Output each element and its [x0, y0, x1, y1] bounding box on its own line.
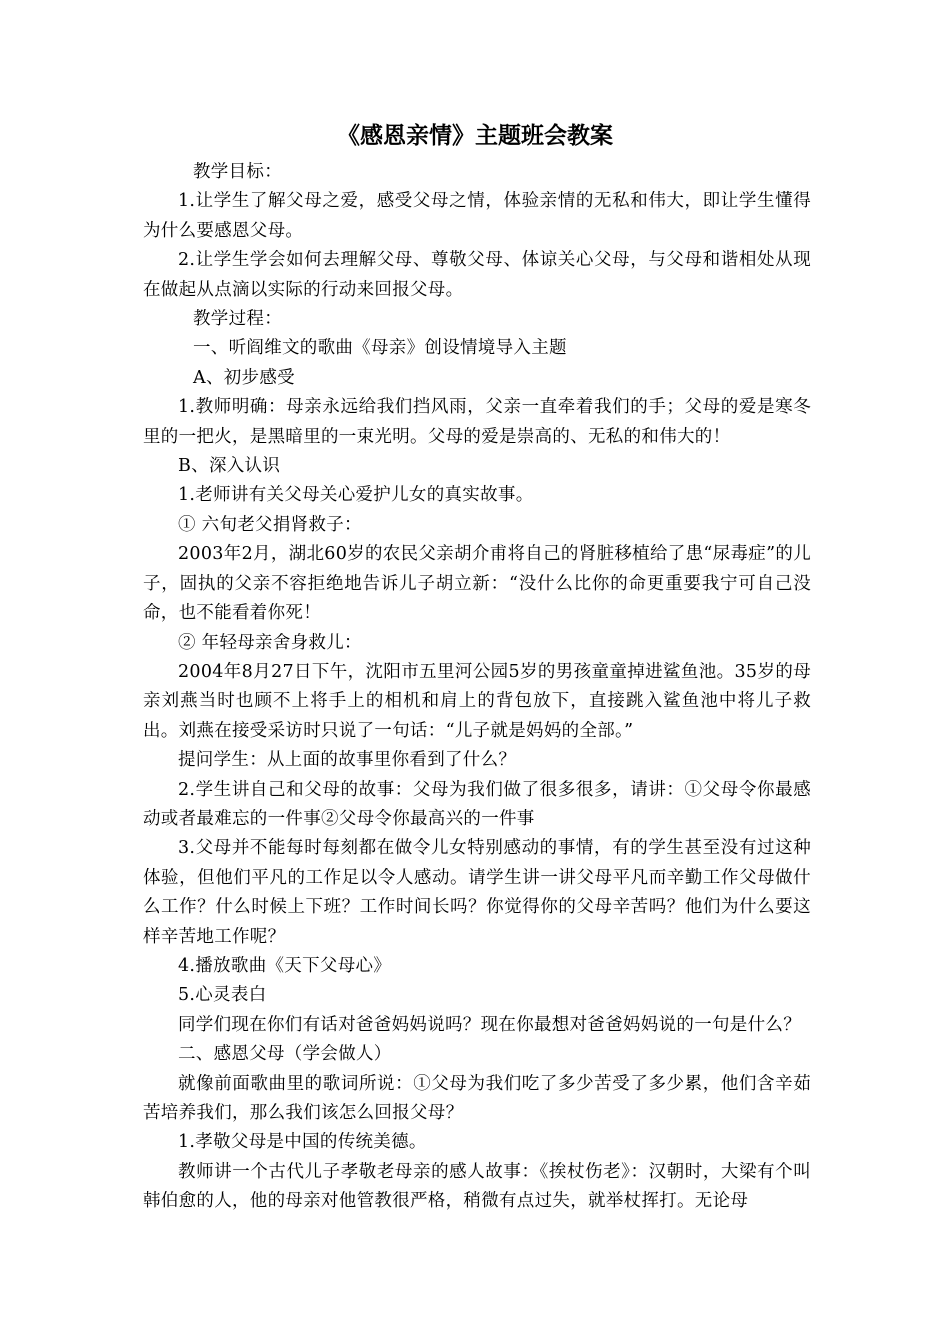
- part-2-item-1: 1.孝敬父母是中国的传统美德。: [178, 1132, 427, 1153]
- section-heading-objectives: 教学目标：: [193, 162, 282, 182]
- item-5-text: 同学们现在你们有话对爸爸妈妈说吗？现在你最想对爸爸妈妈说的一句是什么？: [178, 1014, 801, 1035]
- document-body: [143, 158, 811, 1217]
- question-to-students: 提问学生：从上面的故事里你看到了什么？: [178, 750, 517, 771]
- story-1-text: 2003年2月，湖北60岁的农民父亲胡介甫将自己的肾脏移植给了患“尿毒症”的儿子，固执的父亲不容拒绝地告诉儿子胡立新：“没什么比你的命更重要我宁可自己没命，也不能看着你死！: [143, 544, 811, 624]
- story-2-text: 2004年8月27日下午，沈阳市五里河公园5岁的男孩童童掉进鲨鱼池。35岁的母亲刘燕当时也顾不上将手上的相机和肩上的背包放下，直接跳入鲨鱼池中将儿子救出。刘燕在接受采访时只说了一句话：“儿子就是妈妈的全部。”: [143, 661, 811, 741]
- story-2-heading: ② 年轻母亲舍身救儿：: [178, 632, 362, 653]
- paragraph-teacher-stories: 1.老师讲有关父母关心爱护儿女的真实故事。: [178, 485, 534, 506]
- objective-2: 2.让学生学会如何去理解父母、尊敬父母、体谅关心父母，与父母和谐相处从现在做起从点滴以实际的行动来回报父母。: [143, 250, 811, 300]
- paragraph-teacher-statement: 1.教师明确：母亲永远给我们挡风雨，父亲一直牵着我们的手；父母的爱是寒冬里的一把火，是黑暗里的一束光明。父母的爱是崇高的、无私的和伟大的！: [143, 397, 811, 447]
- objective-1: 1.让学生了解父母之爱，感受父母之情，体验亲情的无私和伟大，即让学生懂得为什么要感恩父母。: [143, 191, 811, 241]
- part-1-heading: 一、听阎维文的歌曲《母亲》创设情境导入主题: [193, 338, 567, 359]
- part-2-story: 教师讲一个古代儿子孝敬老母亲的感人故事：《挨杖伤老》：汉朝时，大梁有个叫韩伯愈的人，他的母亲对他管教很严格，稍微有点过失，就举杖挥打。无论母: [143, 1161, 811, 1212]
- part-2-intro: 就像前面歌曲里的歌词所说：①父母为我们吃了多少苦受了多少累，他们含辛茹苦培养我们，那么我们该怎么回报父母？: [143, 1073, 811, 1123]
- item-3-parents-work: 3.父母并不能每时每刻都在做令儿女特别感动的事情，有的学生甚至没有过这种体验，但他们平凡的工作足以令人感动。请学生讲一讲父母平凡而辛勤工作父母做什么工作？什么时候上下班？工作时间长吗？你觉得你的父母辛苦吗？他们为什么要这样辛苦地工作呢？: [143, 838, 811, 947]
- item-4-song: 4.播放歌曲《天下父母心》: [178, 955, 392, 976]
- item-5-heading: 5.心灵表白: [178, 985, 267, 1006]
- item-2-student-stories: 2.学生讲自己和父母的故事：父母为我们做了很多很多，请讲：①父母令你最感动或者最难忘的一件事②父母令你最高兴的一件事: [143, 779, 811, 829]
- subsection-a-heading: A、初步感受: [193, 367, 295, 388]
- section-heading-process: 教学过程：: [193, 309, 282, 330]
- story-1-heading: ① 六旬老父捐肾救子：: [178, 514, 362, 535]
- part-2-heading: 二、感恩父母（学会做人）: [178, 1044, 392, 1065]
- subsection-b-heading: B、深入认识: [178, 456, 281, 477]
- document-title: 《感恩亲情》主题班会教案: [337, 122, 613, 149]
